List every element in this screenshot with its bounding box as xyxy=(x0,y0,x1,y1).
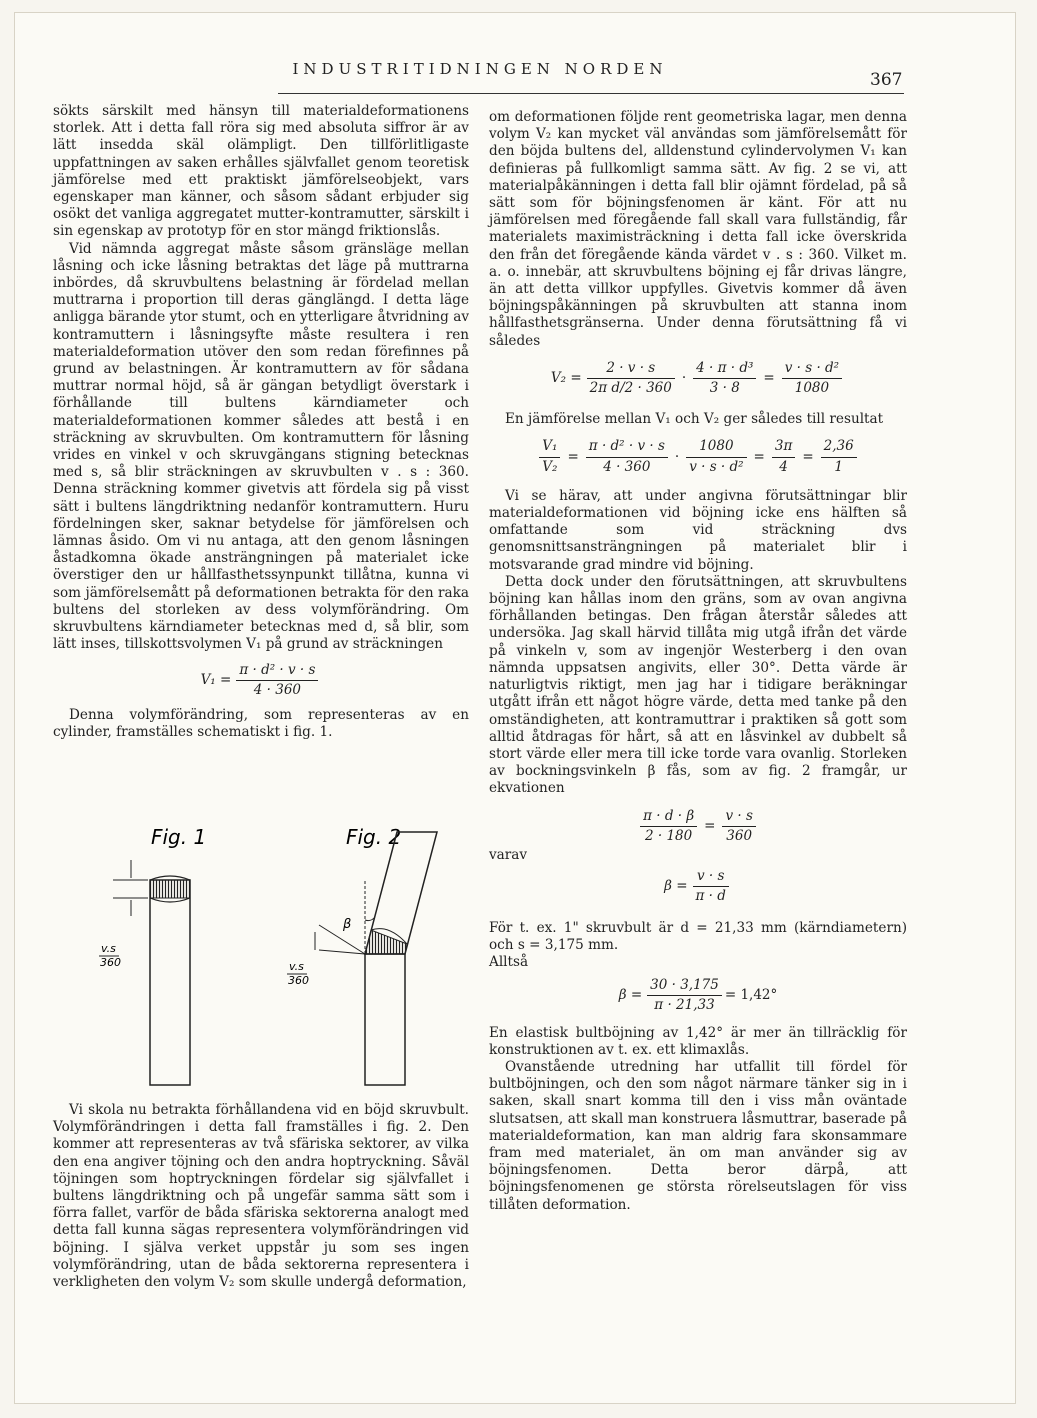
numerator: 30 · 3,175 xyxy=(647,977,722,996)
paragraph: En elastisk bultböjning av 1,42° är mer än tillräcklig för konstruktionen av t. ex. ett klimaxlås. xyxy=(489,1024,907,1058)
fraction xyxy=(782,360,842,397)
fig1-label: Fig. 1 xyxy=(151,825,207,849)
operator: · xyxy=(681,369,687,386)
denominator: 1 xyxy=(834,458,843,475)
eq-lhs: V₁ = xyxy=(200,671,232,688)
denominator: π · d xyxy=(695,888,726,905)
paragraph: varav xyxy=(489,846,528,863)
fraction xyxy=(640,808,697,845)
fig2-label: Fig. 2 xyxy=(346,825,402,849)
denominator: 1080 xyxy=(794,380,830,397)
denominator: 3 · 8 xyxy=(709,380,740,397)
journal-title: INDUSTRITIDNINGEN NORDEN xyxy=(292,60,668,78)
right-column xyxy=(489,109,907,1214)
operator: = xyxy=(763,369,775,386)
fraction xyxy=(539,438,560,475)
figures xyxy=(53,820,469,1100)
fraction xyxy=(236,662,318,699)
operator: = xyxy=(704,817,716,834)
fig1-dim-num: v.s xyxy=(101,942,116,955)
fig2-dim-den: 360 xyxy=(288,974,309,987)
fig1-dim-den: 360 xyxy=(100,956,121,969)
paragraph: Denna volymförändring, som representeras av en cylinder, framställes schematiskt i fig. 1. xyxy=(53,706,469,741)
fig1-drawing xyxy=(113,860,190,1085)
paragraph: Alltså xyxy=(489,953,529,970)
fig2-angle: β xyxy=(343,917,352,932)
paragraph: En jämförelse mellan V₁ och V₂ ger således till resultat xyxy=(505,411,884,428)
operator: = xyxy=(753,448,765,465)
left-column xyxy=(53,103,469,741)
fig2-dim-num: v.s xyxy=(289,960,304,973)
fraction xyxy=(587,360,675,397)
numerator: 2 · v · s xyxy=(587,360,675,379)
paragraph: För t. ex. 1" skruvbult är d = 21,33 mm (kärndiametern) och s = 3,175 mm. xyxy=(489,919,907,953)
numerator: π · d² · v · s xyxy=(586,438,668,457)
operator: · xyxy=(674,448,680,465)
numerator: 3π xyxy=(772,438,795,457)
left-column-lower xyxy=(53,1102,469,1291)
figure-svg xyxy=(53,820,469,1100)
denominator: 4 · 360 xyxy=(253,681,301,698)
operator: = xyxy=(802,448,814,465)
fraction xyxy=(586,438,668,475)
equation-beta xyxy=(489,808,907,845)
paragraph: om deformationen följde rent geometriska lagar, men denna volym V₂ kan mycket väl användas som jämförelsemått för den böjda bultens del, alldenstund cylindervolymen V₁ kan definieras på fullkomligt samma sätt. Av fig. 2 se vi, att materialpåkänningen i detta fall blir ojämnt fördelad, på så sätt som för böjningsfenomen är känt. För att nu jämförelsen med föregående fall skall vara fullständig, får materialets maximisträckning i detta fall icke överskrida den från det föregående kända värdet v . s : 360. Vilket m. a. o. innebär, att skruvbultens böjning ej får drivas längre, än att detta villkor uppfylles. Givetvis kommer då även böjningspåkänningen på skruvbulten att stanna inom hållfasthetsgränserna. Under denna förutsättning få vi således xyxy=(489,109,907,349)
denominator: 2 · 180 xyxy=(645,827,693,844)
paragraph: Vi se härav, att under angivna förutsättningar blir materialdeformationen vid böjning icke ens hälften så omfattande som vid sträckning dvs genomsnittsansträngningen på materialet blir i motsvarande grad mindre vid böjning. xyxy=(489,487,907,573)
equation-ratio xyxy=(489,438,907,475)
denominator: 4 xyxy=(779,458,788,475)
numerator: 1080 xyxy=(686,438,746,457)
denominator: 360 xyxy=(726,827,753,844)
page-number: 367 xyxy=(870,70,903,90)
numerator: 2,36 xyxy=(821,438,857,457)
eq-lhs: β = xyxy=(618,987,643,1004)
equation-v2 xyxy=(489,360,907,397)
paragraph: Ovanstående utredning har utfallit till fördel för bultböjningen, och den som något närmare tänker sig in i saken, skall snart komma till den i viss mån oväntade slutsatsen, att skall man konstruera låsmuttrar, baserade på materialdeformation, kan man aldrig fara skonsammare fram med materialet, än om man använder sig av böjningsfenomen. Detta beror därpå, att böjningsfenomenen ge största rörelseutslagen för viss tillåten deformation. xyxy=(489,1058,907,1213)
fraction xyxy=(686,438,746,475)
fig2-drawing xyxy=(315,832,437,1085)
numerator: v · s · d² xyxy=(782,360,842,379)
fraction xyxy=(772,438,795,475)
equation-v1 xyxy=(53,662,469,699)
denominator: 4 · 360 xyxy=(603,458,651,475)
equation-beta-solved xyxy=(489,868,907,905)
numerator: V₁ xyxy=(539,438,560,457)
eq-lhs: β = xyxy=(664,878,688,895)
header-rule xyxy=(278,93,904,94)
numerator: v · s xyxy=(722,808,755,827)
eq-lhs: V₂ = xyxy=(550,369,582,386)
operator: = xyxy=(567,448,579,465)
fraction xyxy=(647,977,722,1014)
eq-rhs: = 1,42° xyxy=(724,987,778,1004)
numerator: v · s xyxy=(693,868,729,887)
fraction xyxy=(722,808,755,845)
denominator: 2π d/2 · 360 xyxy=(589,380,672,397)
denominator: π · 21,33 xyxy=(654,997,715,1014)
numerator: π · d · β xyxy=(640,808,697,827)
paragraph: Detta dock under den förutsättningen, att skruvbultens böjning kan hållas inom den gräns, som av ovan angivna förhållanden betingas. Den frågan återstår således att undersöka. Jag skall härvid tillåta mig utgå ifrån det värde på vinkeln v, som av ingenjör Westerberg i den ovan nämnda uppsatsen angivits, eller 30°. Detta värde är naturligtvis riktigt, men jag har i tidigare beräkningar utgått ifrån ett något högre värde, detta med tanke på den omständigheten, att kontramuttrar i praktiken så gott som alltid åtdragas för hårt, så att en låsvinkel av dubbelt så stort värde eller mera till icke torde vara ovanlig. Storleken av bockningsvinkeln β fås, som av fig. 2 framgår, ur ekvationen xyxy=(489,573,907,797)
equation-beta-value xyxy=(489,977,907,1014)
fraction xyxy=(821,438,857,475)
numerator: π · d² · v · s xyxy=(236,662,318,681)
paragraph: Vid nämnda aggregat måste såsom gränsläge mellan låsning och icke låsning betraktas det läge på muttrarna inbördes, då skruvbultens belastning är fördelad mellan muttrarna i proportion till deras gänglängd. I detta läge anligga bärande ytor stumt, och en ytterligare åtvridning av kontramuttern i låsningsyfte måste resultera i ren materialdeformation utöver den som redan förefinnes på grund av belastningen. Är kontramuttern av för sådana muttrar normal höjd, så är gängan betydligt överstark i förhållande till bultens kärndiameter och materialdeformationen kommer således att bestå i en sträckning av skruvbulten. Om kontramuttern för låsning vrides en vinkel v och skruvgängans stigning betecknas med s, så blir sträckningen av skruvbulten v . s : 360. Denna sträckning kommer givetvis att fördela sig på visst sätt i bultens längdriktning nedanför kontramuttern. Huru fördelningen sker, saknar betydelse för jämförelsen och lämnas åsido. Om vi nu antaga, att den genom låsningen åstadkomna ökade ansträngningen på materialet icke överstiger den ur hållfasthetssynpunkt tillåtna, kunna vi som jämförelsemått på deformationen betrakta för den raka bultens del storleken av dess volymförändring. Om skruvbultens kärndiameter betecknas med d, så blir, som lätt inses, tillskottsvolymen V₁ på grund av sträckningen xyxy=(53,240,469,653)
paragraph: sökts särskilt med hänsyn till materialdeformationens storlek. Att i detta fall röra sig med absoluta siffror är av lätt insedda skäl olämpligt. Den tillförlitligaste uppfattningen av saken erhålles självfallet genom teoretisk jämförelse med ett praktiskt jämförelseobjekt, vars egenskaper man känner, och såsom sådant erbjuder sig osökt det vanliga aggregatet mutter-kontramutter, särskilt i sin egenskap av prototyp för en stor mängd friktionslås. xyxy=(53,103,469,240)
paragraph: Vi skola nu betrakta förhållandena vid en böjd skruvbult. Volymförändringen i detta fall framställes i fig. 2. Den kommer att representeras av två sfäriska sektorer, av vilka den ena angiver töjning och den andra hoptryckning. Såväl töjningen som hoptryckningen fördelar sig självfallet i bultens längdriktning och på ungefär samma sätt som i förra fallet, varför de båda sfäriska sektorerna analogt med detta fall kunna sägas representera volymförändringen vid böjning. I själva verket uppstår ju som ses ingen volymförändring, utan de båda sektorerna representera i verkligheten den volym V₂ som skulle undergå deformation, xyxy=(53,1102,469,1291)
denominator: V₂ xyxy=(542,458,558,475)
fraction xyxy=(693,360,756,397)
fraction xyxy=(693,868,729,905)
numerator: 4 · π · d³ xyxy=(693,360,756,379)
denominator: v · s · d² xyxy=(689,458,744,475)
